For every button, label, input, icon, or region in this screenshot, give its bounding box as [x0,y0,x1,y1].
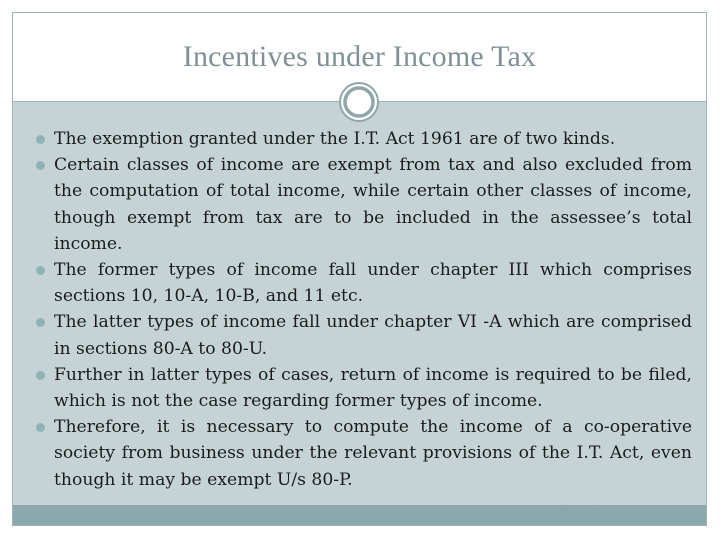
bullet-text: The exemption granted under the I.T. Act 1961 are of two kinds. [54,129,616,149]
bullet-text: Further in latter types of cases, return of income is required to be filed, which is not the case regarding former types of income. [54,364,692,412]
bullet-icon [36,266,45,275]
bullet-item [32,257,692,309]
bullet-icon [36,135,45,144]
bullet-item [32,152,692,257]
bullet-text: The former types of income fall under chapter III which comprises sections 10, 10-A, 10-B, and 11 etc. [54,260,692,307]
bullet-item [32,126,692,152]
bullet-item [32,362,692,414]
bullet-item [32,414,692,493]
bullet-list [32,126,692,522]
bullet-icon [36,371,45,380]
ring-icon [338,81,380,123]
bottom-band [13,505,706,525]
bullet-icon [36,423,45,432]
bullet-text: The latter types of income fall under chapter VI -A which are comprised in sections 80-A to 80-U. [54,312,692,359]
slide-title: Incentives under Income Tax [182,40,537,73]
bullet-text: Certain classes of income are exempt from tax and also excluded from the computation of total income, while certain other classes of income, though exempt from tax are to be included in the assessee’s total income. [54,155,692,254]
bullet-text: Therefore, it is necessary to compute the income of a co-operative society from business under the relevant provisions of the I.T. Act, even though it may be exempt U/s 80-P. [54,417,692,490]
bullet-icon [36,161,45,170]
slide [12,12,707,526]
bullet-item [32,309,692,361]
bullet-icon [36,318,45,327]
